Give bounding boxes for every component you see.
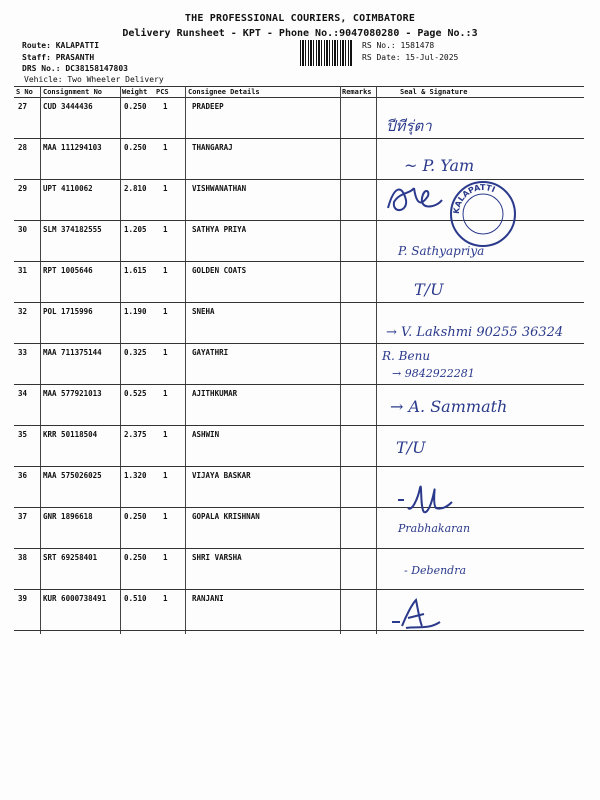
cell-sno: 36 — [18, 471, 28, 480]
row-divider — [14, 548, 584, 549]
cell-pcs: 1 — [163, 594, 168, 603]
signature-row-38: - Debendra — [404, 564, 467, 577]
col-header-pcs: PCS — [156, 88, 169, 96]
cell-sno: 38 — [18, 553, 28, 562]
seal-stamp — [447, 178, 519, 250]
column-divider — [120, 86, 121, 634]
cell-consignee: THANGARAJ — [192, 143, 233, 152]
cell-pcs: 1 — [163, 430, 168, 439]
staff-label: Staff: PRASANTH — [22, 53, 95, 62]
col-header-sno: S No — [16, 88, 33, 96]
column-divider — [185, 86, 186, 634]
cell-consignee: VIJAYA BASKAR — [192, 471, 251, 480]
cell-pcs: 1 — [163, 143, 168, 152]
svg-text:KALAPATTI — [452, 183, 497, 214]
cell-sno: 33 — [18, 348, 28, 357]
stamp-text: KALAPATTI — [451, 182, 497, 215]
cell-weight: 0.250 — [124, 553, 147, 562]
cell-weight: 1.615 — [124, 266, 147, 275]
col-header-weight: Weight — [122, 88, 148, 96]
row-divider — [14, 261, 584, 262]
cell-pcs: 1 — [163, 307, 168, 316]
cell-pcs: 1 — [163, 512, 168, 521]
signature-row-34: → A. Sammath — [390, 397, 508, 416]
row-divider — [14, 466, 584, 467]
cell-weight: 0.525 — [124, 389, 147, 398]
signature-row-35: T/U — [396, 438, 426, 457]
cell-pcs: 1 — [163, 225, 168, 234]
cell-consignee: AJITHKUMAR — [192, 389, 238, 398]
row-divider — [14, 138, 584, 139]
row-divider — [14, 425, 584, 426]
col-header-remarks: Remarks — [342, 88, 372, 96]
cell-consignment: KUR 6000738491 — [43, 594, 107, 603]
signature-row-31: T/U — [414, 280, 444, 299]
cell-pcs: 1 — [163, 389, 168, 398]
column-divider — [376, 86, 377, 634]
cell-pcs: 1 — [163, 184, 168, 193]
cell-consignee: PRADEEP — [192, 102, 224, 111]
row-divider — [14, 630, 584, 631]
cell-weight: 2.810 — [124, 184, 147, 193]
signature-row-33: R. Benu — [382, 349, 431, 363]
cell-consignee: ASHWIN — [192, 430, 220, 439]
signature-row-37: Prabhakaran — [398, 522, 471, 535]
cell-consignment: MAA 575026025 — [43, 471, 102, 480]
cell-sno: 34 — [18, 389, 28, 398]
cell-consignment: MAA 111294103 — [43, 143, 102, 152]
col-header-consignment: Consignment No — [43, 88, 103, 96]
table-top-border — [14, 86, 584, 87]
cell-consignee: VISHWANATHAN — [192, 184, 247, 193]
cell-pcs: 1 — [163, 553, 168, 562]
cell-sno: 32 — [18, 307, 28, 316]
row-divider — [14, 302, 584, 303]
row-divider — [14, 589, 584, 590]
cell-sno: 37 — [18, 512, 28, 521]
cell-consignment: MAA 711375144 — [43, 348, 102, 357]
cell-weight: 0.250 — [124, 102, 147, 111]
table-header-border — [14, 97, 584, 98]
cell-consignment: MAA 577921013 — [43, 389, 102, 398]
cell-weight: 0.250 — [124, 143, 147, 152]
cell-consignment: CUD 3444436 — [43, 102, 93, 111]
cell-consignee: RANJANI — [192, 594, 224, 603]
row-divider — [14, 384, 584, 385]
cell-weight: 1.190 — [124, 307, 147, 316]
column-divider — [40, 86, 41, 634]
cell-sno: 39 — [18, 594, 28, 603]
cell-consignment: KRR 50118504 — [43, 430, 98, 439]
cell-sno: 27 — [18, 102, 28, 111]
route-label: Route: KALAPATTI — [22, 41, 100, 50]
cell-sno: 28 — [18, 143, 28, 152]
cell-weight: 1.320 — [124, 471, 147, 480]
column-divider — [340, 86, 341, 634]
cell-consignment: RPT 1005646 — [43, 266, 93, 275]
barcode — [300, 40, 352, 66]
cell-consignment: GNR 1896618 — [43, 512, 93, 521]
cell-sno: 30 — [18, 225, 28, 234]
cell-consignee: SATHYA PRIYA — [192, 225, 247, 234]
cell-pcs: 1 — [163, 102, 168, 111]
cell-weight: 1.205 — [124, 225, 147, 234]
cell-consignee: GOLDEN COATS — [192, 266, 247, 275]
cell-consignment: POL 1715996 — [43, 307, 93, 316]
col-header-consignee: Consignee Details — [188, 88, 260, 96]
cell-pcs: 1 — [163, 471, 168, 480]
row-divider — [14, 343, 584, 344]
signature-row-27: ปีทีรุ่ตา — [386, 117, 432, 135]
signature-row-36 — [392, 478, 462, 518]
signature-row-39 — [388, 596, 448, 632]
signature-row-32: → V. Lakshmi 90255 36324 — [386, 325, 564, 340]
cell-sno: 29 — [18, 184, 28, 193]
signature-row-30: P. Sathyapriya — [398, 244, 485, 258]
cell-consignment: UPT 4110062 — [43, 184, 93, 193]
vehicle-label: Vehicle: Two Wheeler Delivery — [24, 75, 164, 84]
rs-number: RS No.: 1581478 — [362, 41, 435, 50]
cell-consignee: SHRI VARSHA — [192, 553, 242, 562]
cell-consignment: SLM 374182555 — [43, 225, 102, 234]
cell-consignment: SRT 69258401 — [43, 553, 98, 562]
cell-pcs: 1 — [163, 266, 168, 275]
rs-date: RS Date: 15-Jul-2025 — [362, 53, 459, 62]
document-subtitle: Delivery Runsheet - KPT - Phone No.:9047080280 - Page No.:3 — [122, 28, 478, 39]
cell-consignee: GOPALA KRISHNAN — [192, 512, 260, 521]
row-divider — [14, 507, 584, 508]
cell-weight: 0.250 — [124, 512, 147, 521]
cell-consignee: SNEHA — [192, 307, 215, 316]
cell-pcs: 1 — [163, 348, 168, 357]
cell-sno: 35 — [18, 430, 28, 439]
cell-weight: 0.510 — [124, 594, 147, 603]
cell-consignee: GAYATHRI — [192, 348, 229, 357]
cell-weight: 0.325 — [124, 348, 147, 357]
drs-number: DRS No.: DC38158147803 — [22, 64, 128, 73]
col-header-signature: Seal & Signature — [400, 88, 468, 96]
signature-row-28: ~ P. Yam — [404, 156, 475, 175]
signature-row-33-phone: → 9842922281 — [392, 367, 475, 380]
document-title: THE PROFESSIONAL COURIERS, COIMBATORE — [184, 13, 416, 24]
cell-weight: 2.375 — [124, 430, 147, 439]
signature-row-29 — [380, 178, 450, 218]
cell-sno: 31 — [18, 266, 28, 275]
